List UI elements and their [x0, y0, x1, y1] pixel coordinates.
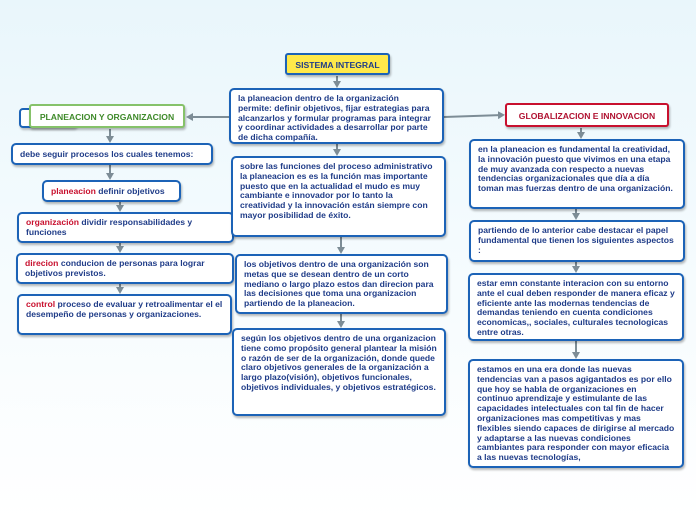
right-box-1-text: en la planeacion es fundamental la creatividad, la innovación puesto que vivimos en una etapa de muy avanzada con respecto a nuevas tendencias organizacionales que día a día toman mas fuerzas dentro de una organización. [478, 144, 673, 194]
text-control: proceso de evaluar y retroalimentar el el desempeño de personas y organizaciones. [26, 299, 223, 319]
text-direcion: conducion de personas para lograr objetivos previstos. [25, 258, 205, 278]
left-title-node[interactable]: PLANEACION Y ORGANIZACION [29, 104, 185, 128]
right-box-4-text: estamos en una era donde las nuevas tendencias van a pasos agigantados es por ello que hoy se habla de organizaciones en continuo aprendizaje y estimulante de las capacidades intelectuales con tal fin de hacer organizaciones mas competitivas y mas flexibles siendo capaces de dirigirse al mercado y adaptarse a las nuevas condiciones cambiantes para responder con mayor eficacia a las nuevas tecnologías, [477, 364, 675, 463]
term-control: control [26, 299, 56, 309]
center-box-4[interactable] [232, 328, 446, 416]
right-box-3-text: estar emn constante interacion con su entorno ante el cual deben responder de manera eficaz y eficiente ante las modernas tendencias de demandas teniendo en cuenta condiciones economicas,, sociales, culturales tecnologicas entre otras. [477, 278, 675, 337]
center-box-2[interactable] [231, 156, 446, 237]
left-intro-text: debe seguir procesos los cuales tenemos: [20, 149, 194, 159]
center-box-1-text: la planeacion dentro de la organización permite: definir objetivos, fijar estrategias para alcanzarlos y formular programas para integrar y coordinar actividades a desarrollar por parte de dicha compañía. [238, 93, 431, 143]
term-organizacion: organización [26, 217, 80, 227]
link-center-right [444, 115, 503, 117]
left-item-direcion[interactable] [16, 253, 234, 284]
center-box-3[interactable] [235, 254, 448, 314]
right-box-1[interactable] [469, 139, 685, 209]
root-node[interactable]: SISTEMA INTEGRAL [285, 53, 390, 75]
left-intro-node[interactable] [11, 143, 213, 165]
left-item-planeacion[interactable] [42, 180, 181, 202]
left-item-control[interactable] [17, 294, 232, 335]
right-box-2[interactable] [469, 220, 685, 262]
text-organizacion: dividir responsabilidades y funciones [26, 217, 193, 237]
right-box-4[interactable] [468, 359, 684, 468]
right-box-2-text: partiendo de lo anterior cabe destacar el papel fundamental que tienen los siguientes aspectos : [478, 225, 674, 255]
term-planeacion: planeacion [51, 186, 96, 196]
right-box-3[interactable] [468, 273, 684, 341]
text-planeacion: definir objetivos [95, 186, 165, 196]
center-box-3-text: los objetivos dentro de una organización son metas que se desean dentro de un corto mediano o largo plazo estos dan direcion para las decisiones que toma una organizacion partiendo de la planeacion. [244, 259, 434, 309]
right-title-node[interactable]: GLOBALIZACION E INNOVACION [505, 103, 669, 127]
term-direcion: direcion [25, 258, 59, 268]
center-box-2-text: sobre las funciones del proceso administrativo la planeacion es es la función mas importante puesto que en la actualidad el mudo es muy cambiante e innovador por lo tanto la creatividad y la innovación están siempre con mayor posibilidad de éxito. [240, 161, 433, 220]
center-box-1[interactable] [229, 88, 444, 144]
left-item-organizacion[interactable] [17, 212, 234, 243]
center-box-4-text: según los objetivos dentro de una organizacion tiene como propósito general plantear la misión o razón de ser de la organización, donde quede claro objetivos generales de la organización a largo plazo(visión), objetivos funcionales, objetivos individuales, y objetivos estratégicos. [241, 333, 437, 392]
